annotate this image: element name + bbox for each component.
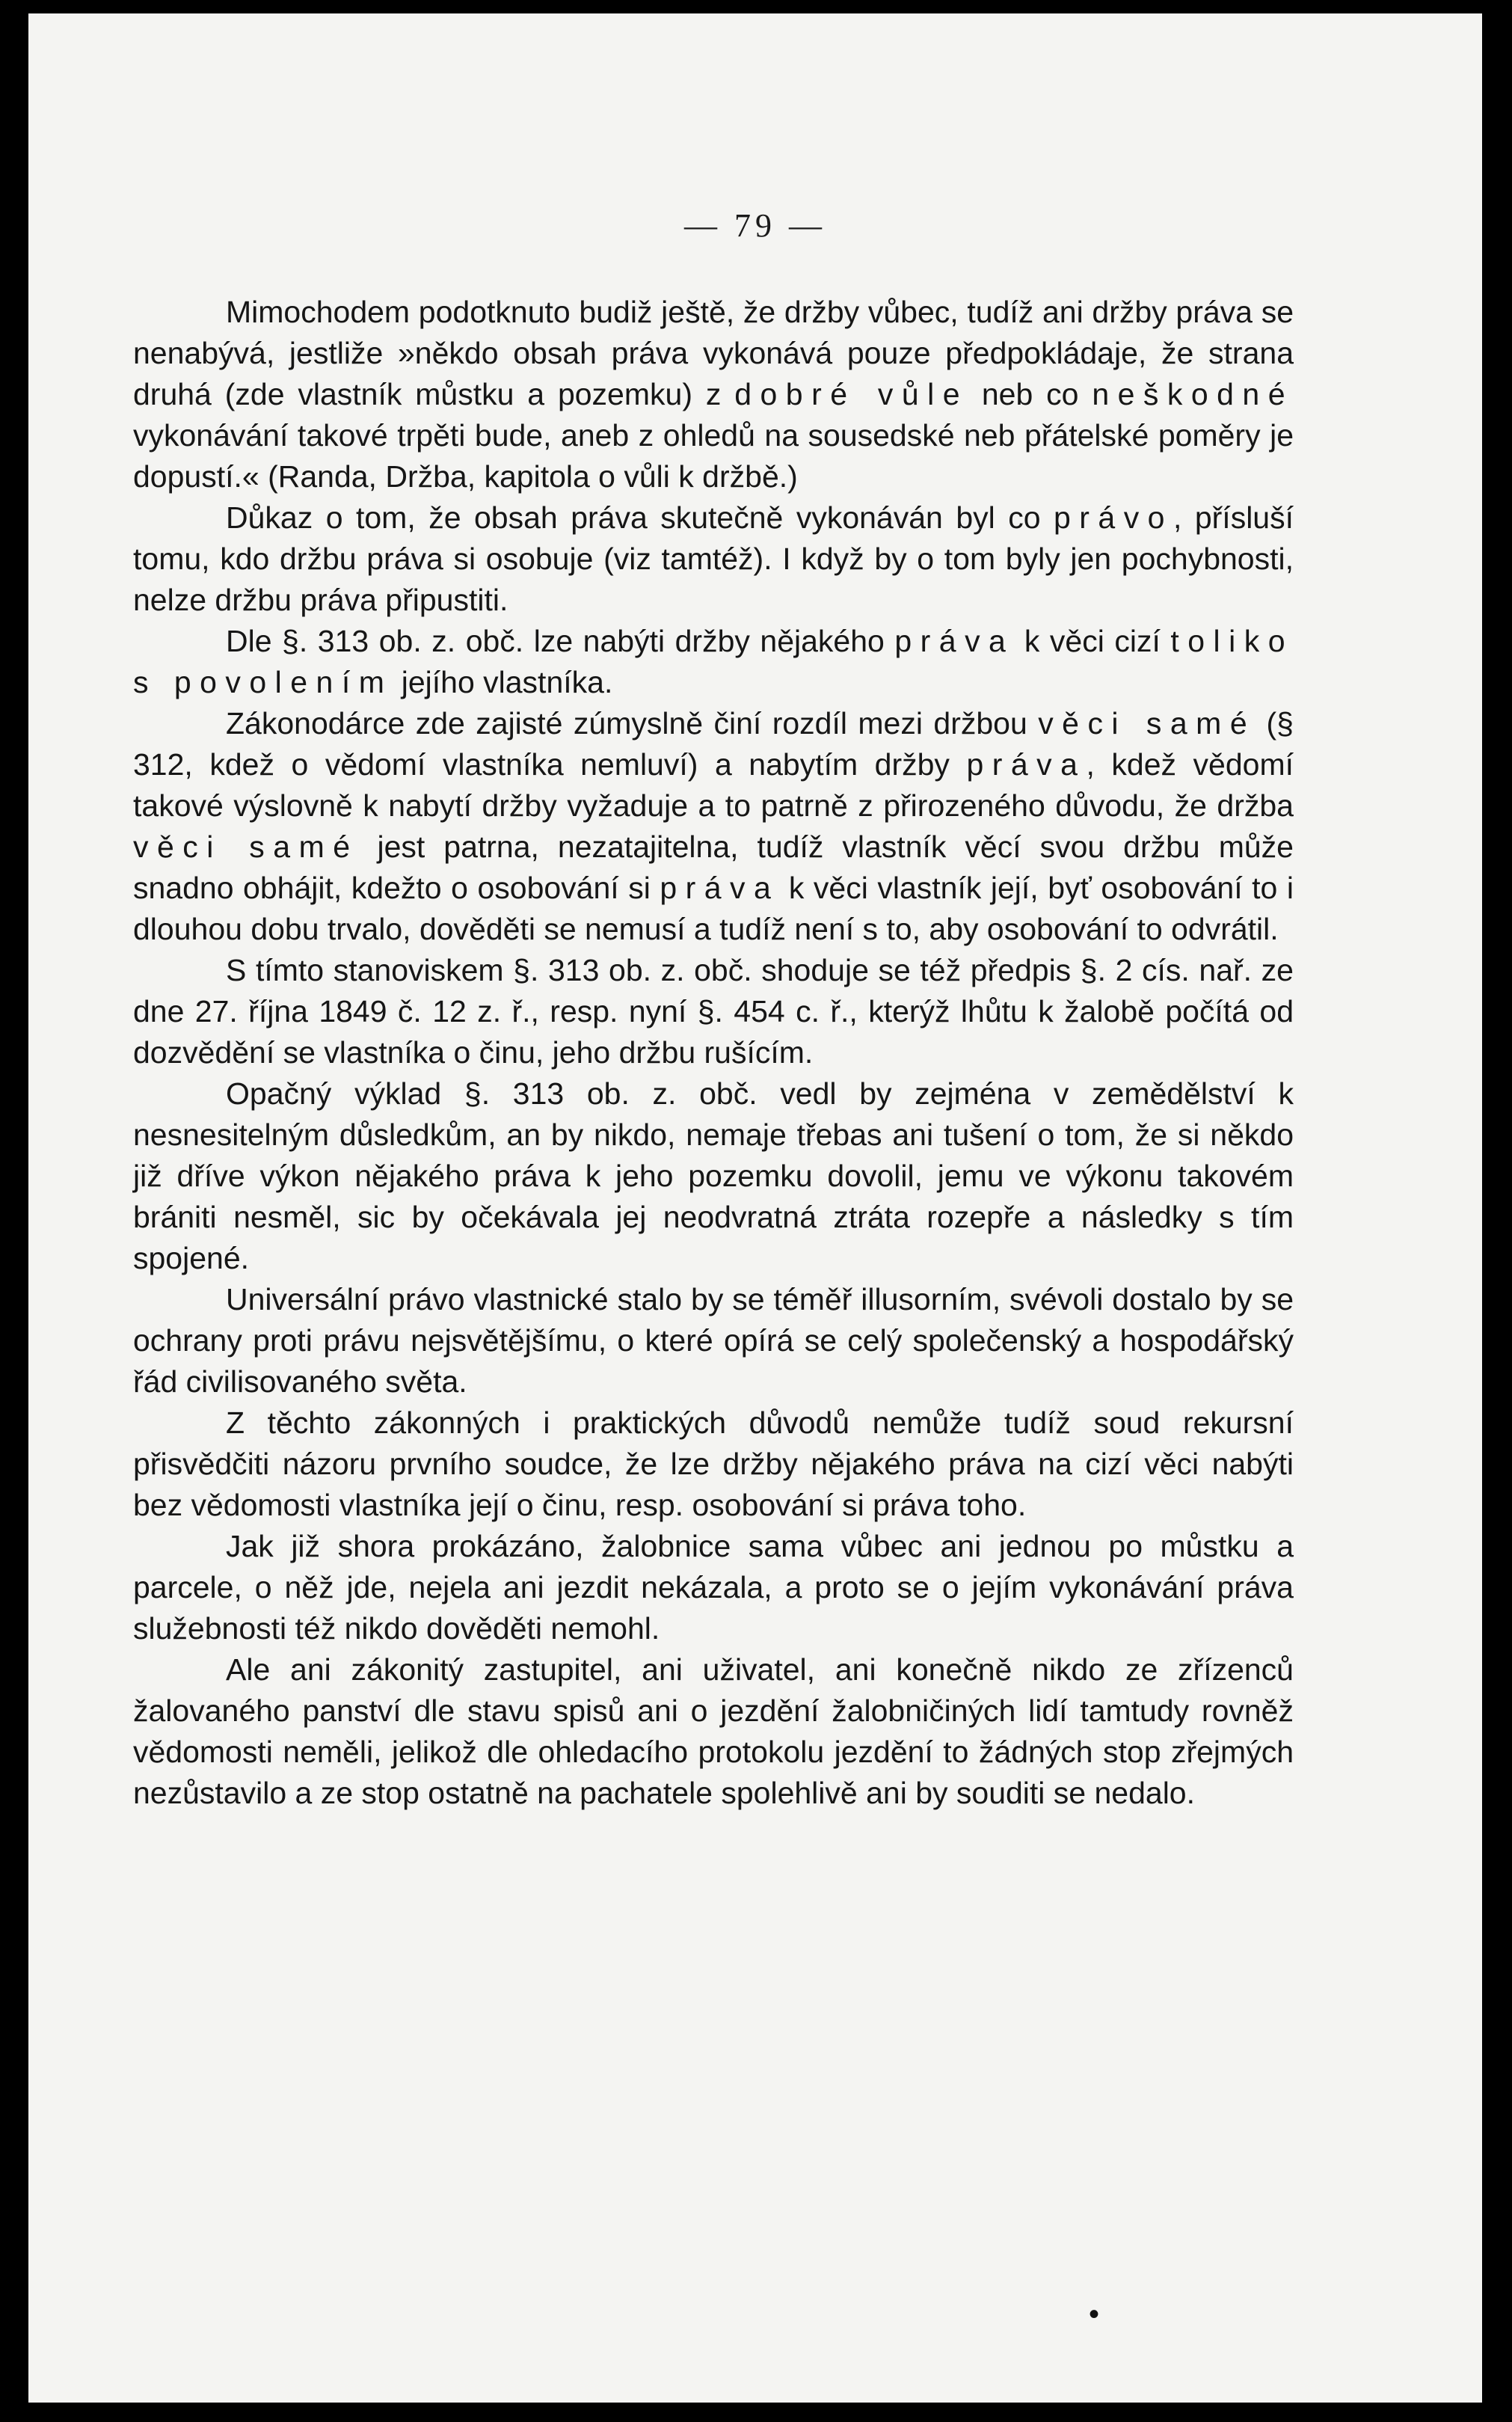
text-run: , přísluší tomu, kdo držbu práva si osobuje (viz tamtéž). I když by o tom byly jen pochybnosti, nelze držbu práva připustiti. — [133, 500, 1294, 617]
paragraph — [133, 1526, 1294, 1649]
text-run: (§ 312, kdež o vědomí vlastníka nemluví) a nabytím držby — [133, 706, 1294, 782]
print-mark-dot: • — [1089, 2298, 1100, 2331]
paragraph — [133, 1649, 1294, 1814]
paragraph — [133, 1402, 1294, 1526]
emphasized-text: práva — [966, 747, 1087, 782]
emphasized-text: věci samé — [1038, 706, 1256, 741]
paragraph — [133, 497, 1294, 621]
text-run: Důkaz o tom, že obsah práva skutečně vykonáván byl co — [226, 500, 1054, 535]
text-run: , kdež vědomí takové výslovně k nabytí držby vyžaduje a to patrně z přirozeného důvodu, že držba — [133, 747, 1294, 823]
text-run: Mimochodem podotknuto budiž ještě, že držby vůbec, tudíž ani držby práva se nenabývá, jestliže »někdo obsah práva vykonává pouze předpokládaje, že strana druhá (zde vlastník můstku a pozemku) z — [133, 295, 1294, 411]
text-run: Opačný výklad §. 313 ob. z. obč. vedl by zejména v zemědělství k nesnesitelným důsledkům, an by nikdo, nemaje třebas ani tušení o tom, že si někdo již dříve výkon nějakého práva k jeho pozemku dovolil, jemu ve výkonu takovém brániti nesměl, sic by očekávala jej neodvratná ztráta rozepře a následky s tím spojené. — [133, 1076, 1294, 1275]
text-run: neb co — [968, 377, 1092, 411]
emphasized-text: právo — [1054, 500, 1173, 535]
book-page — [28, 13, 1482, 2403]
emphasized-text: práva — [894, 624, 1015, 658]
text-run: Zákonodárce zde zajisté zúmyslně činí rozdíl mezi držbou — [226, 706, 1039, 741]
paragraph — [133, 1073, 1294, 1279]
body-text — [133, 292, 1294, 1814]
emphasized-text: neškodné — [1092, 377, 1294, 411]
page-number: — 79 — — [684, 207, 826, 244]
emphasized-text: dobré vůle — [734, 377, 968, 411]
text-run: Z těchto zákonných i praktických důvodů nemůže tudíž soud rekursní přisvědčiti názoru prvního soudce, že lze držby nějakého práva na cizí věci nabýti bez vědomosti vlastníka její o činu, resp. osobování si práva toho. — [133, 1405, 1294, 1522]
paragraph — [133, 292, 1294, 497]
text-run: k věci vlastník její, byť osobování to i dlouhou dobu trvalo, dověděti se nemusí a tudíž není s to, aby osobování to odvrátil. — [133, 871, 1294, 946]
text-run: Jak již shora prokázáno, žalobnice sama vůbec ani jednou po můstku a parcele, o něž jde, nejela ani jezdit nekázala, a proto se o jejím vykonávání práva služebnosti též nikdo dověděti nemohl. — [133, 1529, 1294, 1646]
paragraph — [133, 950, 1294, 1073]
text-run: jejího vlastníka. — [393, 665, 613, 699]
text-run: k věci cizí — [1014, 624, 1171, 658]
emphasized-text: věci samé — [133, 830, 359, 864]
text-run: jest patrna, nezatajitelna, tudíž vlastník věcí svou držbu může snadno obhájit, kdežto o osobování si — [133, 830, 1294, 905]
paragraph — [133, 1279, 1294, 1402]
paragraph — [133, 621, 1294, 703]
text-run: Dle §. 313 ob. z. obč. lze nabýti držby nějakého — [226, 624, 895, 658]
text-run: vykonávání takové trpěti bude, aneb z ohledů na sousedské neb přátelské poměry je dopustí.« (Randa, Držba, kapitola o vůli k držbě.) — [133, 418, 1294, 494]
text-run: S tímto stanoviskem §. 313 ob. z. obč. shoduje se též předpis §. 2 cís. nař. ze dne 27. října 1849 č. 12 z. ř., resp. nyní §. 454 c. ř., kterýž lhůtu k žalobě počítá od dozvědění se vlastníka o činu, jeho držbu rušícím. — [133, 953, 1294, 1070]
text-run: Universální právo vlastnické stalo by se téměř illusorním, svévoli dostalo by se ochrany proti právu nejsvětějšímu, o které opírá se celý společenský a hospodářský řád civilisovaného světa. — [133, 1282, 1294, 1399]
emphasized-text: toliko s povolením — [133, 624, 1294, 699]
paragraph — [133, 703, 1294, 950]
emphasized-text: práva — [660, 871, 780, 905]
text-run: Ale ani zákonitý zastupitel, ani uživatel, ani konečně nikdo ze zřízenců žalovaného panství dle stavu spisů ani o jezdění žalobničiných lidí tamtudy rovněž vědomosti neměli, jelikož dle ohledacího protokolu jezdění to žádných stop zřejmých nezůstavilo a ze stop ostatně na pachatele spolehlivě ani by souditi se nedalo. — [133, 1652, 1294, 1810]
